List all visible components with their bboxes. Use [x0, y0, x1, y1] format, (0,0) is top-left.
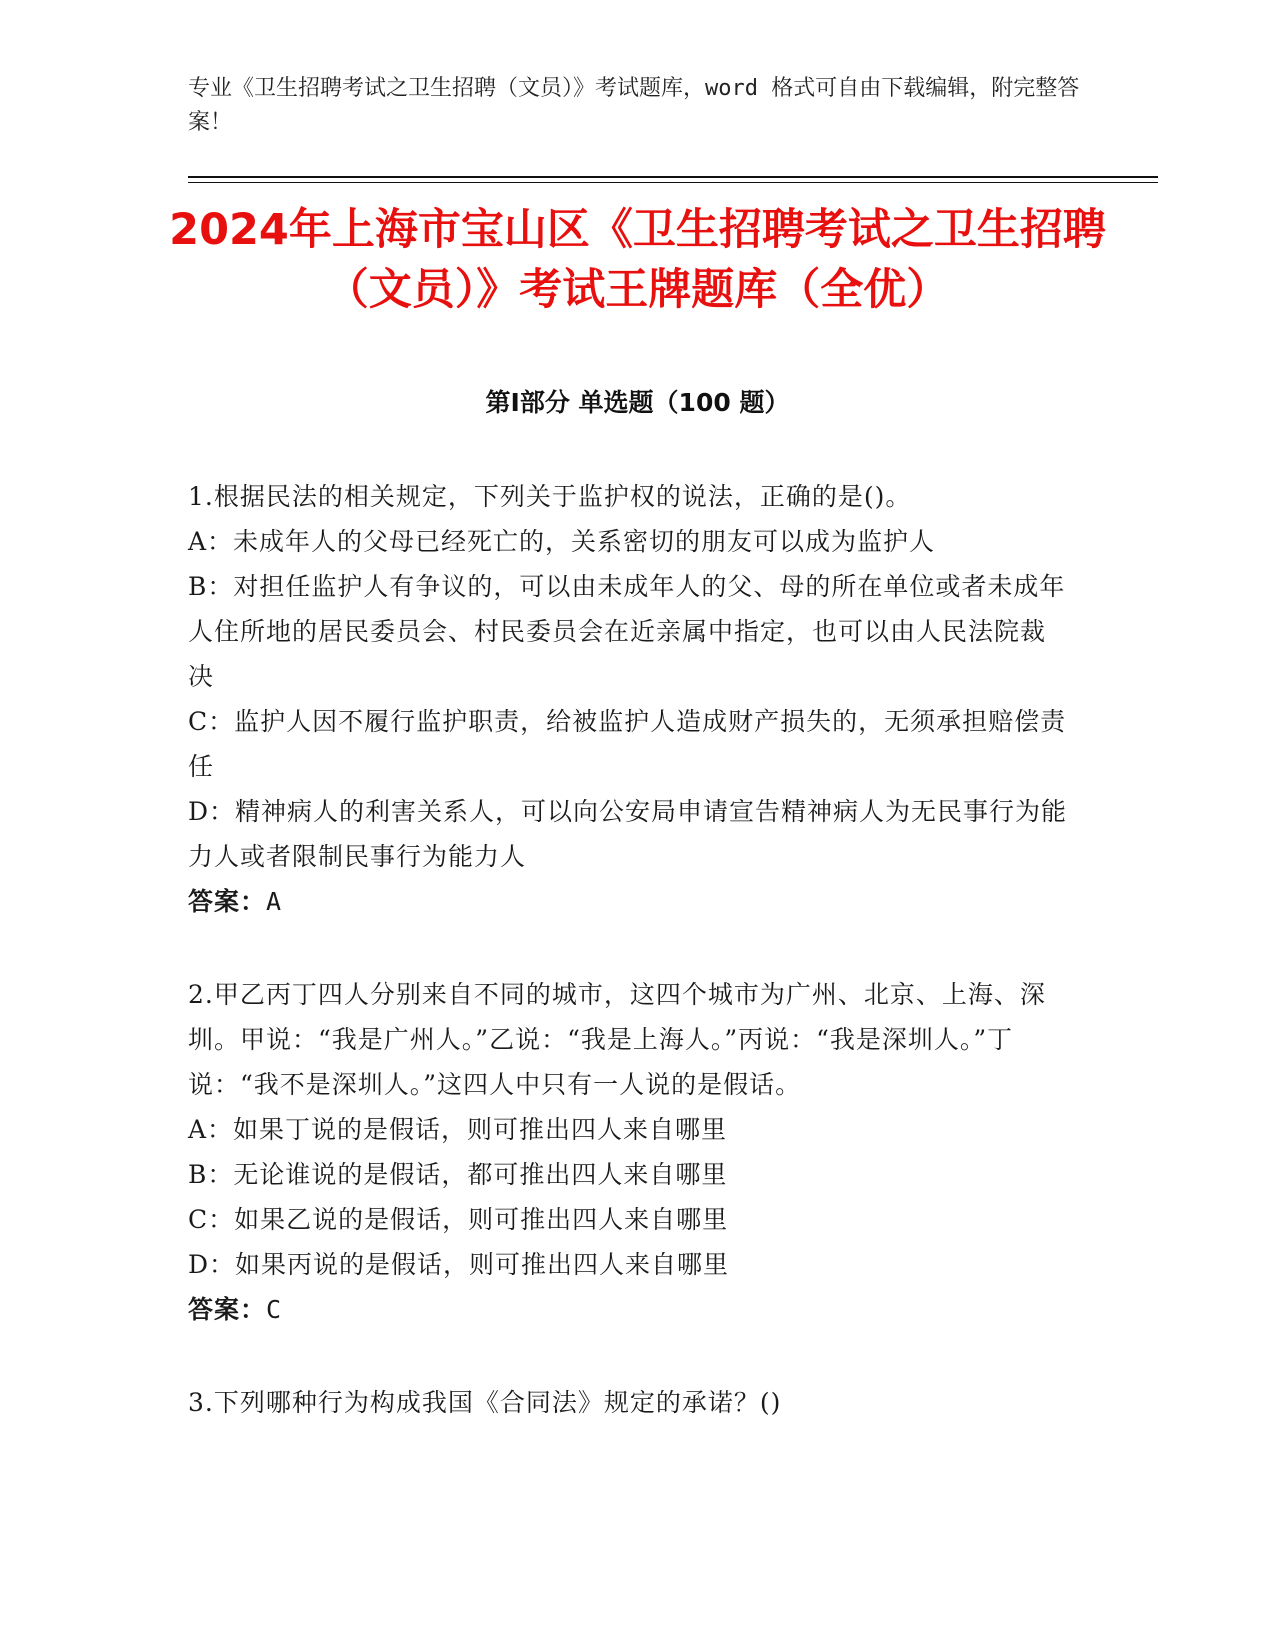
question-3 [188, 1380, 1068, 1425]
option-d: D：如果丙说的是假话，则可推出四人来自哪里 [188, 1250, 730, 1279]
answer-label: 答案： [188, 887, 267, 916]
question-2 [188, 972, 1068, 1332]
header-rule-thick [188, 176, 1158, 178]
option-c: C：如果乙说的是假话，则可推出四人来自哪里 [188, 1205, 729, 1234]
option-b: B：对担任监护人有争议的，可以由未成年人的父、母的所在单位或者未成年人住所地的居民委员会、村民委员会在近亲属中指定，也可以由人民法院裁决 [188, 572, 1066, 691]
option-b: B：无论谁说的是假话，都可推出四人来自哪里 [188, 1160, 728, 1189]
option-d: D：精神病人的利害关系人，可以向公安局申请宣告精神病人为无民事行为能力人或者限制民事行为能力人 [188, 797, 1068, 871]
section-title: 第Ⅰ部分 单选题（100 题） [485, 388, 790, 417]
question-list [188, 474, 1068, 1473]
document-title: 2024年上海市宝山区《卫生招聘考试之卫生招聘（文员）》考试王牌题库（全优） [169, 205, 1106, 315]
option-a: A：如果丁说的是假话，则可推出四人来自哪里 [188, 1115, 728, 1144]
answer-value: C [266, 1295, 283, 1324]
question-text: 1.根据民法的相关规定，下列关于监护权的说法，正确的是()。 [188, 482, 912, 511]
answer-value: A [266, 887, 283, 916]
answer-line [188, 879, 1068, 924]
header-note: 专业《卫生招聘考试之卫生招聘（文员）》考试题库，word 格式可自由下载编辑，附完整答案！ [188, 76, 1080, 135]
answer-label: 答案： [188, 1295, 267, 1324]
question-text: 3.下列哪种行为构成我国《合同法》规定的承诺？() [188, 1388, 782, 1417]
option-a: A：未成年人的父母已经死亡的，关系密切的朋友可以成为监护人 [188, 527, 936, 556]
header-rule-thin [188, 182, 1158, 183]
question-text: 2.甲乙丙丁四人分别来自不同的城市，这四个城市为广州、北京、上海、深圳。甲说：“我是广州人。”乙说：“我是上海人。”丙说：“我是深圳人。”丁说：“我不是深圳人。”这四人中只有一人说的是假话。 [188, 980, 1046, 1099]
question-1 [188, 474, 1068, 924]
option-c: C：监护人因不履行监护职责，给被监护人造成财产损失的，无须承担赔偿责任 [188, 707, 1067, 781]
answer-line [188, 1287, 1068, 1332]
